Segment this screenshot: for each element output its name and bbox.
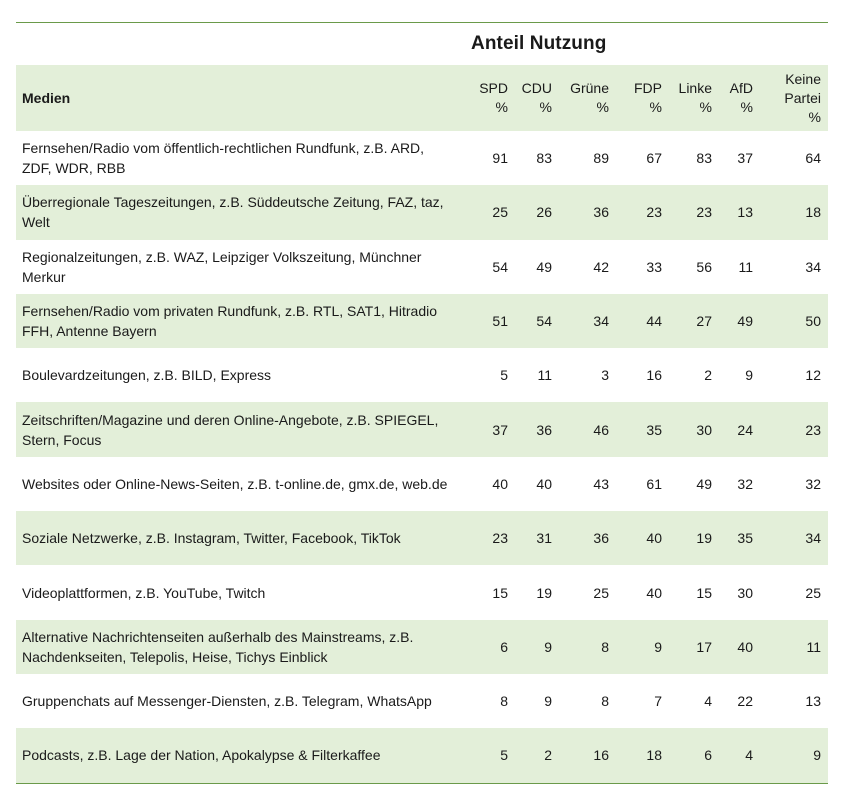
value-cell: 36 (552, 511, 609, 565)
value-cell: 9 (508, 620, 552, 674)
table-row (16, 294, 828, 348)
value-cell: 34 (805, 258, 821, 275)
media-usage-table (16, 65, 828, 783)
value-cell: 30 (737, 584, 753, 601)
table-body (16, 131, 828, 783)
column-header-name: Linke (678, 80, 712, 96)
value-cell: 5 (474, 728, 508, 782)
value-cell: 91 (492, 150, 508, 167)
column-header-cdu (508, 65, 552, 131)
value-cell: 56 (696, 258, 712, 275)
column-header-medien: Medien (16, 65, 474, 131)
row-label: Podcasts, z.B. Lage der Nation, Apokalypse & Filterkaffee (16, 728, 474, 782)
value-cell: 11 (738, 258, 753, 275)
value-cell: 37 (474, 402, 508, 456)
value-cell: 15 (696, 584, 712, 601)
value-cell: 6 (474, 620, 508, 674)
column-header-keine-partei (753, 65, 828, 131)
column-header-gruene (552, 65, 609, 131)
value-cell: 19 (536, 584, 552, 601)
value-cell: 33 (646, 258, 662, 275)
table-row (16, 348, 828, 402)
header-row (16, 65, 828, 131)
row-label: Fernsehen/Radio vom öffentlich-rechtlichen Rundfunk, z.B. ARD, ZDF, WDR, RBB (22, 140, 425, 177)
value-cell: 35 (712, 511, 753, 565)
value-cell: 49 (536, 258, 552, 275)
value-cell: 3 (601, 367, 609, 384)
value-cell: 30 (662, 402, 712, 456)
column-header-name: CDU (521, 80, 552, 96)
value-cell: 54 (492, 258, 508, 275)
value-cell: 4 (712, 728, 753, 782)
column-header-unit: % (649, 99, 662, 115)
value-cell: 89 (593, 150, 609, 167)
column-header-name: Keine (785, 70, 821, 87)
value-cell: 25 (805, 584, 821, 601)
value-cell: 23 (474, 511, 508, 565)
column-header-fdp (609, 65, 662, 131)
row-label: Alternative Nachrichtenseiten außerhalb des Mainstreams, z.B. Nachdenkseiten, Telepolis, Heise, Tichys Einblick (16, 620, 474, 674)
table-row (16, 565, 828, 619)
column-header-spd (474, 65, 508, 131)
value-cell: 16 (646, 367, 662, 384)
value-cell: 23 (609, 185, 662, 239)
value-cell: 13 (712, 185, 753, 239)
value-cell: 34 (552, 294, 609, 348)
value-cell: 40 (609, 511, 662, 565)
value-cell: 54 (508, 294, 552, 348)
survey-table-figure (16, 22, 828, 784)
value-cell: 36 (508, 402, 552, 456)
value-cell: 8 (552, 620, 609, 674)
value-cell: 67 (646, 150, 662, 167)
value-cell: 18 (609, 728, 662, 782)
bottom-rule (16, 783, 828, 784)
value-cell: 40 (712, 620, 753, 674)
value-cell: 64 (805, 150, 821, 167)
value-cell: 49 (696, 475, 712, 492)
value-cell: 83 (696, 150, 712, 167)
value-cell: 23 (753, 402, 828, 456)
value-cell: 9 (745, 367, 753, 384)
value-cell: 2 (704, 367, 712, 384)
row-label: Überregionale Tageszeitungen, z.B. Süddeutsche Zeitung, FAZ, taz, Welt (16, 185, 474, 239)
value-cell: 40 (536, 475, 552, 492)
column-header-unit: % (495, 99, 508, 115)
value-cell: 35 (609, 402, 662, 456)
column-header-unit: % (740, 99, 753, 115)
value-cell: 37 (737, 150, 753, 167)
value-cell: 51 (474, 294, 508, 348)
value-cell: 16 (552, 728, 609, 782)
table-row (16, 728, 828, 782)
row-label: Soziale Netzwerke, z.B. Instagram, Twitter, Facebook, TikTok (16, 511, 474, 565)
value-cell: 49 (712, 294, 753, 348)
value-cell: 40 (492, 475, 508, 492)
table-row (16, 620, 828, 674)
value-cell: 32 (805, 475, 821, 492)
value-cell: 12 (805, 367, 821, 384)
table-row (16, 131, 828, 185)
table-row (16, 674, 828, 728)
value-cell: 22 (737, 693, 753, 710)
value-cell: 46 (552, 402, 609, 456)
row-label: Gruppenchats auf Messenger-Diensten, z.B. Telegram, WhatsApp (22, 693, 432, 710)
table-row (16, 457, 828, 511)
value-cell: 2 (508, 728, 552, 782)
row-label: Fernsehen/Radio vom privaten Rundfunk, z.B. RTL, SAT1, Hitradio FFH, Antenne Bayern (16, 294, 474, 348)
column-header-unit: % (539, 99, 552, 115)
value-cell: 27 (662, 294, 712, 348)
table-title: Anteil Nutzung (471, 33, 607, 54)
row-label: Videoplattformen, z.B. YouTube, Twitch (22, 584, 266, 601)
value-cell: 26 (508, 185, 552, 239)
value-cell: 7 (654, 693, 662, 710)
value-cell: 44 (609, 294, 662, 348)
value-cell: 5 (500, 367, 508, 384)
value-cell: 40 (646, 584, 662, 601)
value-cell: 23 (662, 185, 712, 239)
value-cell: 19 (662, 511, 712, 565)
row-label: Regionalzeitungen, z.B. WAZ, Leipziger Volkszeitung, Münchner Merkur (22, 248, 422, 285)
column-header-name: SPD (479, 80, 508, 96)
value-cell: 32 (737, 475, 753, 492)
value-cell: 43 (593, 475, 609, 492)
column-header-name: Grüne (570, 80, 609, 96)
table-row (16, 511, 828, 565)
column-header-unit: % (808, 108, 821, 125)
value-cell: 9 (609, 620, 662, 674)
value-cell: 17 (662, 620, 712, 674)
row-label: Boulevardzeitungen, z.B. BILD, Express (22, 367, 272, 384)
value-cell: 9 (753, 728, 828, 782)
value-cell: 34 (753, 511, 828, 565)
column-header-name: FDP (634, 80, 662, 96)
value-cell: 25 (474, 185, 508, 239)
value-cell: 50 (753, 294, 828, 348)
value-cell: 13 (805, 693, 821, 710)
column-header-name-line2: Partei (784, 89, 821, 106)
value-cell: 24 (712, 402, 753, 456)
value-cell: 15 (492, 584, 508, 601)
value-cell: 36 (552, 185, 609, 239)
title-row (16, 23, 828, 65)
value-cell: 61 (646, 475, 662, 492)
value-cell: 18 (753, 185, 828, 239)
column-header-linke (662, 65, 712, 131)
value-cell: 31 (508, 511, 552, 565)
row-label: Websites oder Online-News-Seiten, z.B. t-online.de, gmx.de, web.de (22, 475, 448, 492)
value-cell: 25 (593, 584, 609, 601)
value-cell: 83 (536, 150, 552, 167)
table-row (16, 402, 828, 456)
value-cell: 11 (753, 620, 828, 674)
column-header-unit: % (699, 99, 712, 115)
column-header-afd (712, 65, 753, 131)
value-cell: 8 (500, 693, 508, 710)
column-header-unit: % (596, 99, 609, 115)
row-label: Zeitschriften/Magazine und deren Online-Angebote, z.B. SPIEGEL, Stern, Focus (16, 402, 474, 456)
table-row (16, 185, 828, 239)
column-header-name: AfD (729, 80, 753, 96)
value-cell: 6 (662, 728, 712, 782)
value-cell: 4 (704, 693, 712, 710)
value-cell: 8 (601, 693, 609, 710)
value-cell: 11 (537, 367, 552, 384)
value-cell: 9 (544, 693, 552, 710)
table-row (16, 240, 828, 294)
value-cell: 42 (593, 258, 609, 275)
